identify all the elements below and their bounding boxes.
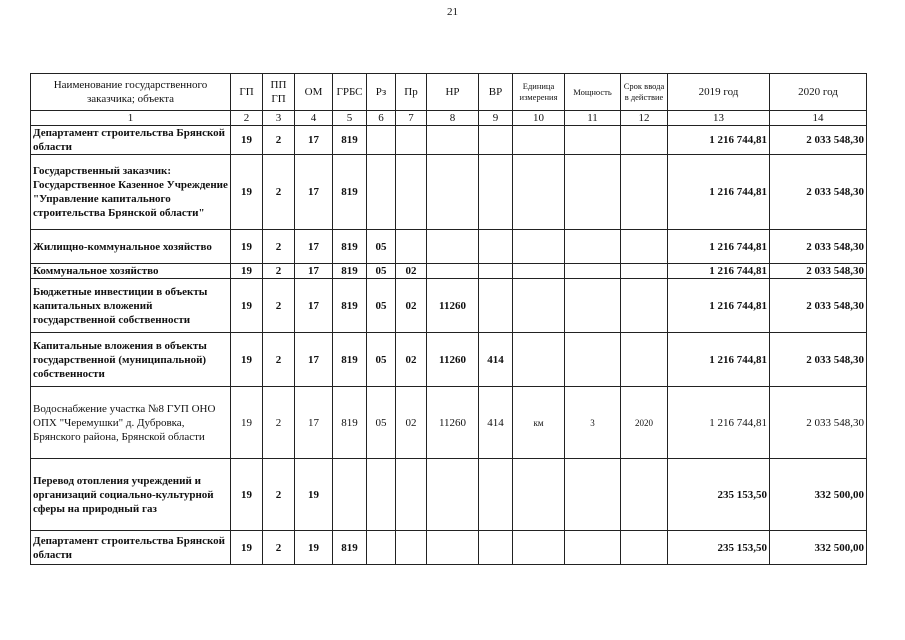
cell-vr	[479, 279, 513, 333]
column-number: 14	[770, 111, 867, 126]
cell-rz: 05	[367, 279, 396, 333]
cell-name: Коммунальное хозяйство	[31, 264, 231, 279]
cell-ppgp: 2	[263, 459, 295, 531]
table-row	[31, 264, 867, 279]
cell-y2019: 1 216 744,81	[668, 230, 770, 264]
cell-unit	[513, 155, 565, 230]
cell-name: Государственный заказчик: Государственное Казенное Учреждение "Управление капитального строительства Брянской области"	[31, 155, 231, 230]
column-number: 9	[479, 111, 513, 126]
header-power: Мощность	[565, 74, 621, 111]
cell-grbs: 819	[333, 279, 367, 333]
cell-term	[621, 264, 668, 279]
column-number: 6	[367, 111, 396, 126]
cell-nr: 11260	[427, 333, 479, 387]
cell-name: Капитальные вложения в объекты государственной (муниципальной) собственности	[31, 333, 231, 387]
cell-ppgp: 2	[263, 531, 295, 565]
cell-power	[565, 264, 621, 279]
table-row	[31, 459, 867, 531]
cell-y2019: 1 216 744,81	[668, 264, 770, 279]
cell-grbs: 819	[333, 230, 367, 264]
cell-vr	[479, 126, 513, 155]
cell-om: 19	[295, 459, 333, 531]
cell-pr	[396, 126, 427, 155]
cell-ppgp: 2	[263, 279, 295, 333]
column-number: 1	[31, 111, 231, 126]
cell-pr	[396, 531, 427, 565]
column-number: 11	[565, 111, 621, 126]
cell-nr	[427, 459, 479, 531]
cell-ppgp: 2	[263, 126, 295, 155]
cell-grbs: 819	[333, 155, 367, 230]
cell-power	[565, 459, 621, 531]
cell-rz: 05	[367, 333, 396, 387]
cell-grbs: 819	[333, 387, 367, 459]
header-unit: Единица измерения	[513, 74, 565, 111]
cell-rz	[367, 126, 396, 155]
cell-vr	[479, 230, 513, 264]
header-ppgp: ПП ГП	[263, 74, 295, 111]
cell-y2020: 2 033 548,30	[770, 264, 867, 279]
cell-gp: 19	[231, 459, 263, 531]
table-row	[31, 279, 867, 333]
cell-vr	[479, 264, 513, 279]
header-term: Срок ввода в действие	[621, 74, 668, 111]
cell-om: 17	[295, 333, 333, 387]
column-number: 2	[231, 111, 263, 126]
cell-gp: 19	[231, 279, 263, 333]
table-row	[31, 387, 867, 459]
cell-y2020: 332 500,00	[770, 459, 867, 531]
cell-y2019: 1 216 744,81	[668, 126, 770, 155]
cell-y2019: 1 216 744,81	[668, 155, 770, 230]
cell-grbs: 819	[333, 333, 367, 387]
cell-gp: 19	[231, 264, 263, 279]
cell-unit: км	[513, 387, 565, 459]
cell-y2019: 235 153,50	[668, 531, 770, 565]
table-row	[31, 155, 867, 230]
cell-y2020: 332 500,00	[770, 531, 867, 565]
cell-y2020: 2 033 548,30	[770, 230, 867, 264]
cell-term	[621, 459, 668, 531]
table-row	[31, 126, 867, 155]
cell-nr	[427, 264, 479, 279]
header-2019: 2019 год	[668, 74, 770, 111]
cell-pr: 02	[396, 333, 427, 387]
cell-y2019: 1 216 744,81	[668, 387, 770, 459]
cell-gp: 19	[231, 230, 263, 264]
cell-term	[621, 333, 668, 387]
header-row	[31, 74, 867, 111]
budget-table-container	[30, 73, 866, 565]
column-number: 4	[295, 111, 333, 126]
cell-power	[565, 126, 621, 155]
cell-nr	[427, 155, 479, 230]
cell-pr	[396, 155, 427, 230]
cell-name: Перевод отопления учреждений и организаций социально-культурной сферы на природный газ	[31, 459, 231, 531]
cell-power	[565, 333, 621, 387]
cell-grbs: 819	[333, 126, 367, 155]
cell-gp: 19	[231, 531, 263, 565]
cell-unit	[513, 230, 565, 264]
page-number: 21	[447, 6, 458, 18]
cell-y2020: 2 033 548,30	[770, 279, 867, 333]
column-number: 13	[668, 111, 770, 126]
cell-rz	[367, 155, 396, 230]
cell-vr: 414	[479, 387, 513, 459]
cell-unit	[513, 279, 565, 333]
cell-unit	[513, 126, 565, 155]
cell-nr: 11260	[427, 279, 479, 333]
table-row	[31, 333, 867, 387]
cell-power	[565, 531, 621, 565]
budget-table	[30, 73, 867, 565]
cell-rz	[367, 459, 396, 531]
cell-power	[565, 155, 621, 230]
cell-nr	[427, 126, 479, 155]
cell-om: 19	[295, 531, 333, 565]
column-number: 10	[513, 111, 565, 126]
header-pr: Пр	[396, 74, 427, 111]
cell-unit	[513, 333, 565, 387]
cell-ppgp: 2	[263, 387, 295, 459]
column-number: 5	[333, 111, 367, 126]
cell-vr	[479, 459, 513, 531]
cell-term	[621, 230, 668, 264]
cell-nr	[427, 230, 479, 264]
cell-ppgp: 2	[263, 230, 295, 264]
cell-rz	[367, 531, 396, 565]
cell-pr	[396, 459, 427, 531]
cell-power	[565, 279, 621, 333]
cell-power	[565, 230, 621, 264]
cell-gp: 19	[231, 155, 263, 230]
cell-gp: 19	[231, 126, 263, 155]
cell-name: Департамент строительства Брянской области	[31, 126, 231, 155]
column-number: 8	[427, 111, 479, 126]
header-nr: НР	[427, 74, 479, 111]
cell-term: 2020	[621, 387, 668, 459]
header-om: ОМ	[295, 74, 333, 111]
cell-y2020: 2 033 548,30	[770, 155, 867, 230]
cell-term	[621, 279, 668, 333]
cell-power: 3	[565, 387, 621, 459]
cell-term	[621, 155, 668, 230]
cell-y2019: 1 216 744,81	[668, 279, 770, 333]
cell-pr	[396, 230, 427, 264]
table-row	[31, 230, 867, 264]
cell-nr	[427, 531, 479, 565]
cell-grbs: 819	[333, 531, 367, 565]
cell-om: 17	[295, 279, 333, 333]
cell-name: Водоснабжение участка №8 ГУП ОНО ОПХ "Черемушки" д. Дубровка, Брянского района, Брянской области	[31, 387, 231, 459]
cell-rz: 05	[367, 264, 396, 279]
cell-unit	[513, 531, 565, 565]
header-name: Наименование государственного заказчика; объекта	[31, 74, 231, 111]
cell-rz: 05	[367, 387, 396, 459]
cell-ppgp: 2	[263, 264, 295, 279]
cell-rz: 05	[367, 230, 396, 264]
cell-pr: 02	[396, 279, 427, 333]
column-number: 7	[396, 111, 427, 126]
cell-grbs	[333, 459, 367, 531]
cell-ppgp: 2	[263, 333, 295, 387]
header-rz: Рз	[367, 74, 396, 111]
cell-unit	[513, 459, 565, 531]
cell-name: Департамент строительства Брянской области	[31, 531, 231, 565]
cell-om: 17	[295, 264, 333, 279]
header-2020: 2020 год	[770, 74, 867, 111]
cell-om: 17	[295, 126, 333, 155]
header-gp: ГП	[231, 74, 263, 111]
cell-vr: 414	[479, 333, 513, 387]
cell-y2019: 1 216 744,81	[668, 333, 770, 387]
cell-name: Жилищно-коммунальное хозяйство	[31, 230, 231, 264]
cell-gp: 19	[231, 387, 263, 459]
cell-y2020: 2 033 548,30	[770, 387, 867, 459]
cell-om: 17	[295, 387, 333, 459]
cell-vr	[479, 155, 513, 230]
column-number: 12	[621, 111, 668, 126]
cell-name: Бюджетные инвестиции в объекты капитальных вложений государственной собственности	[31, 279, 231, 333]
cell-ppgp: 2	[263, 155, 295, 230]
cell-vr	[479, 531, 513, 565]
cell-om: 17	[295, 155, 333, 230]
cell-pr: 02	[396, 264, 427, 279]
cell-unit	[513, 264, 565, 279]
column-number-row	[31, 111, 867, 126]
header-grbs: ГРБС	[333, 74, 367, 111]
cell-y2019: 235 153,50	[668, 459, 770, 531]
header-vr: ВР	[479, 74, 513, 111]
cell-pr: 02	[396, 387, 427, 459]
cell-y2020: 2 033 548,30	[770, 126, 867, 155]
cell-term	[621, 126, 668, 155]
cell-nr: 11260	[427, 387, 479, 459]
cell-grbs: 819	[333, 264, 367, 279]
cell-om: 17	[295, 230, 333, 264]
column-number: 3	[263, 111, 295, 126]
table-row	[31, 531, 867, 565]
cell-gp: 19	[231, 333, 263, 387]
cell-term	[621, 531, 668, 565]
cell-y2020: 2 033 548,30	[770, 333, 867, 387]
